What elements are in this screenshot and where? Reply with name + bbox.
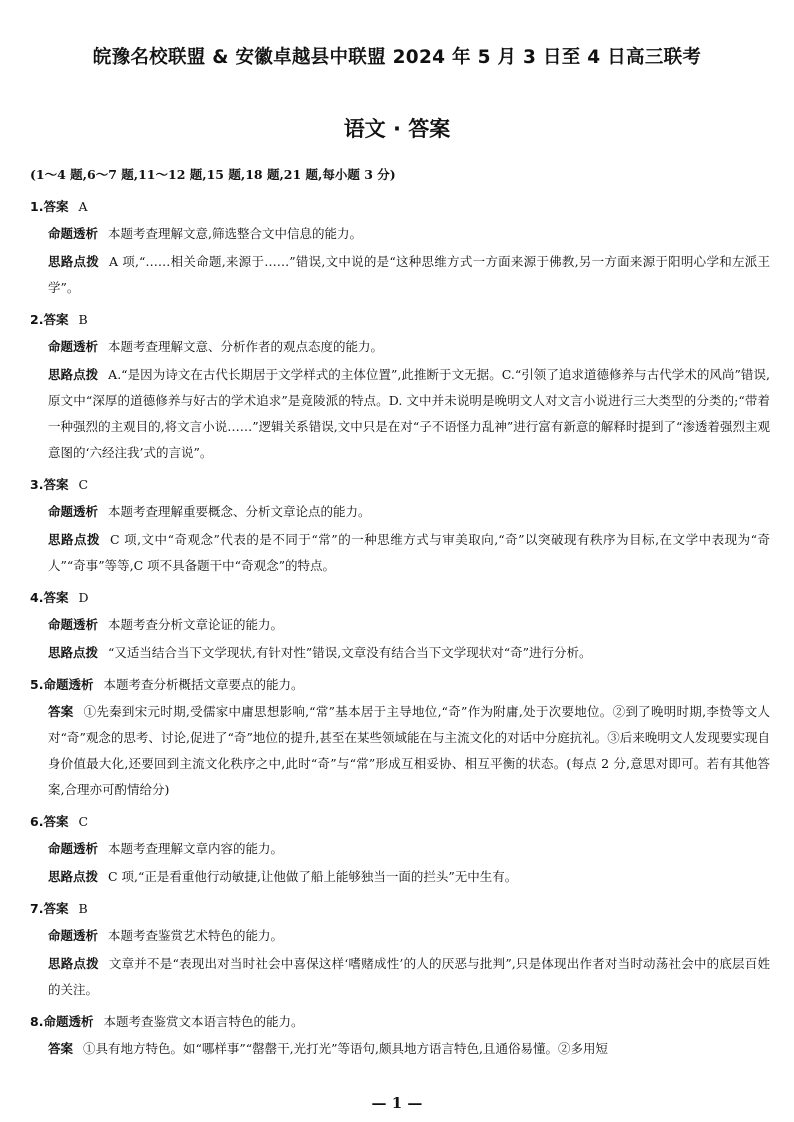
answer-line bbox=[30, 1036, 770, 1062]
answer-line-label: 命题透析 bbox=[48, 617, 99, 632]
answer-line bbox=[30, 923, 770, 949]
question-header-label: 答案 bbox=[43, 814, 69, 829]
answer-line bbox=[30, 836, 770, 862]
page-title: 皖豫名校联盟 & 安徽卓越县中联盟 2024 年 5 月 3 日至 4 日高三联考 bbox=[92, 47, 702, 68]
answer-line-label: 命题透析 bbox=[48, 841, 99, 856]
answer-line-label: 命题透析 bbox=[48, 339, 99, 354]
question-header bbox=[30, 195, 770, 219]
question-header-text: B bbox=[78, 312, 88, 327]
question-header-label: 命题透析 bbox=[43, 1014, 94, 1029]
answer-line bbox=[30, 221, 770, 247]
answer-line-text: 本题考查理解文章内容的能力。 bbox=[108, 841, 284, 856]
question-header-label: 答案 bbox=[43, 901, 69, 916]
question-header bbox=[30, 308, 770, 332]
answer-line bbox=[30, 951, 770, 1003]
question-number: 1. bbox=[30, 199, 44, 214]
answer-line-label: 答案 bbox=[48, 704, 74, 719]
question-block bbox=[30, 1010, 770, 1062]
question-number: 8. bbox=[30, 1014, 44, 1029]
answer-line-text: 文章并不是“表现出对当时社会中喜保这样‘嗜赌成性’的人的厌恶与批判”,只是体现出作者对当时动荡社会中的底层百姓的关注。 bbox=[48, 956, 770, 997]
question-header-label: 答案 bbox=[43, 477, 69, 492]
question-block bbox=[30, 473, 770, 579]
answer-line-label: 命题透析 bbox=[48, 928, 99, 943]
question-header bbox=[30, 810, 770, 834]
question-header bbox=[30, 897, 770, 921]
question-header-text: C bbox=[78, 477, 89, 492]
question-list bbox=[30, 188, 770, 1062]
question-header bbox=[30, 473, 770, 497]
answer-line-label: 思路点拨 bbox=[48, 645, 99, 660]
question-number: 2. bbox=[30, 312, 44, 327]
question-block bbox=[30, 673, 770, 803]
question-header bbox=[30, 1010, 770, 1034]
question-header-label: 答案 bbox=[43, 312, 69, 327]
question-header-text: 本题考查分析概括文章要点的能力。 bbox=[103, 677, 304, 692]
question-block bbox=[30, 897, 770, 1003]
answer-line-text: 本题考查鉴赏艺术特色的能力。 bbox=[108, 928, 284, 943]
answer-line-text: C 项,“正是看重他行动敏捷,让他做了船上能够独当一面的拦头”无中生有。 bbox=[108, 869, 518, 884]
question-header-text: D bbox=[78, 590, 89, 605]
answer-line-label: 思路点拨 bbox=[48, 956, 99, 971]
answer-line-text: 本题考查理解文意、分析作者的观点态度的能力。 bbox=[108, 339, 384, 354]
answer-line-text: 本题考查分析文章论证的能力。 bbox=[108, 617, 284, 632]
answer-line-label: 思路点拨 bbox=[48, 532, 101, 547]
answer-line-label: 思路点拨 bbox=[48, 254, 100, 269]
question-number: 6. bbox=[30, 814, 44, 829]
answer-line bbox=[30, 864, 770, 890]
question-number: 4. bbox=[30, 590, 44, 605]
question-header-label: 命题透析 bbox=[43, 677, 94, 692]
question-header bbox=[30, 586, 770, 610]
answer-line bbox=[30, 334, 770, 360]
question-block bbox=[30, 195, 770, 301]
question-block bbox=[30, 308, 770, 466]
answer-line bbox=[30, 699, 770, 803]
question-header-text: C bbox=[78, 814, 89, 829]
answer-line-label: 思路点拨 bbox=[48, 869, 99, 884]
answer-line bbox=[30, 499, 770, 525]
answer-line-text: 本题考查理解重要概念、分析文章论点的能力。 bbox=[108, 504, 371, 519]
answer-line-text: “又适当结合当下文学现状,有针对性”错误,文章没有结合当下文学现状对“奇”进行分析。 bbox=[108, 645, 592, 660]
question-block bbox=[30, 586, 770, 666]
scoring-note: (1～4 题,6～7 题,11～12 题,15 题,18 题,21 题,每小题 3 分) bbox=[30, 167, 396, 182]
answer-line-label: 命题透析 bbox=[48, 504, 99, 519]
answer-line-label: 答案 bbox=[48, 1041, 74, 1056]
answer-line-text: ①先秦到宋元时期,受儒家中庸思想影响,“常”基本居于主导地位,“奇”作为附庸,处于次要地位。②到了晚明时期,李贽等文人对“奇”观念的思考、讨论,促进了“奇”地位的提升,甚至在某些领域能在与主流文化的对话中分庭抗礼。③后来晚明文人发现要实现自身价值最大化,还要回到主流文化秩序之中,此时“奇”与“常”形成互相妥协、相互平衡的状态。(每点 2 分,意思对即可。若有其他答案,合理亦可酌情给分) bbox=[48, 704, 770, 797]
question-header bbox=[30, 673, 770, 697]
question-header-label: 答案 bbox=[43, 199, 69, 214]
answer-line bbox=[30, 249, 770, 301]
page-number: — 1 — bbox=[371, 1094, 423, 1112]
answer-line-text: C 项,文中“奇观念”代表的是不同于“常”的一种思维方式与审美取向,“奇”以突破现有秩序为目标,在文学中表现为“奇人”“奇事”等等,C 项不具备题干中“奇观念”的特点。 bbox=[48, 532, 770, 573]
answer-line-label: 思路点拨 bbox=[48, 367, 99, 382]
answer-line-text: A.“是因为诗文在古代长期居于文学样式的主体位置”,此推断于文无据。C.“引领了追求道德修养与古代学术的风尚”错误,原文中“深厚的道德修养与好古的学术追求”是竟陵派的特点。D. 文中并未说明是晚明文人对文言小说进行三大类型的分类的;“带着一种强烈的主观目的,将文言小说……”逻辑关系错误,文中只是在对“子不语怪力乱神”进行富有新意的解释时提到了“渗透着强烈主观意图的‘六经注我’式的言说”。 bbox=[48, 367, 770, 460]
question-block bbox=[30, 810, 770, 890]
answer-line-text: A 项,“……相关命题,来源于……”错误,文中说的是“这种思维方式一方面来源于佛教,另一方面来源于阳明心学和左派王学”。 bbox=[48, 254, 770, 295]
page-subtitle: 语文 · 答案 bbox=[343, 117, 451, 141]
question-number: 3. bbox=[30, 477, 44, 492]
answer-line bbox=[30, 640, 770, 666]
answer-line bbox=[30, 527, 770, 579]
question-header-text: A bbox=[78, 199, 88, 214]
question-number: 7. bbox=[30, 901, 44, 916]
answer-line-label: 命题透析 bbox=[48, 226, 99, 241]
answer-line-text: ①具有地方特色。如“哪样事”“罄罄干,光打光”等语句,颇具地方语言特色,且通俗易懂。②多用短 bbox=[83, 1041, 608, 1056]
answer-line-text: 本题考查理解文意,筛选整合文中信息的能力。 bbox=[108, 226, 362, 241]
answer-line bbox=[30, 612, 770, 638]
question-number: 5. bbox=[30, 677, 44, 692]
question-header-label: 答案 bbox=[43, 590, 69, 605]
question-header-text: 本题考查鉴赏文本语言特色的能力。 bbox=[103, 1014, 304, 1029]
question-header-text: B bbox=[78, 901, 88, 916]
answer-line bbox=[30, 362, 770, 466]
